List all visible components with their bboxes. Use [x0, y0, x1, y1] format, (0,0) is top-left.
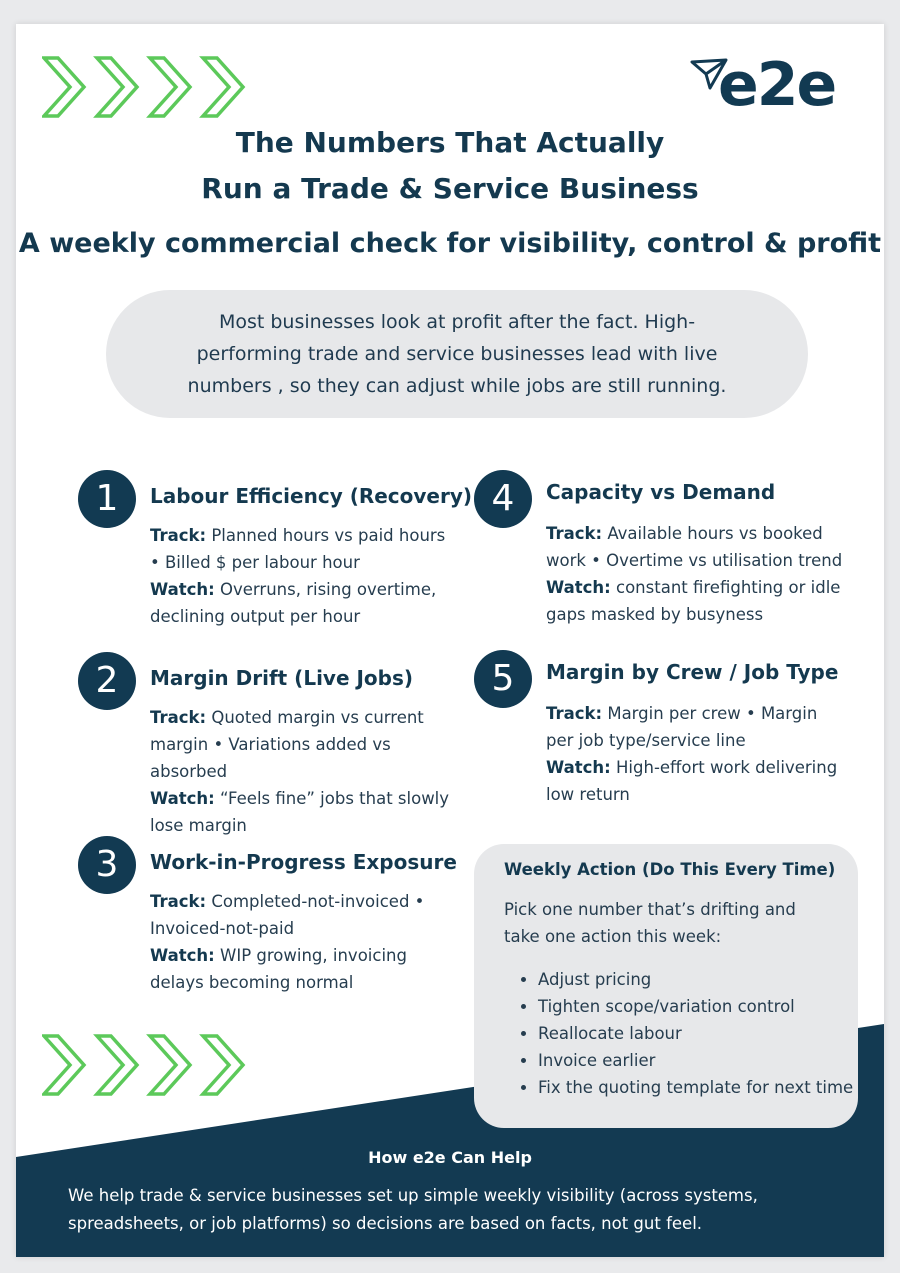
- metric-body: [546, 700, 846, 808]
- chevrons-bottom-icon: [42, 1032, 252, 1098]
- intro-callout: [106, 290, 808, 418]
- title-line-1: The Numbers That Actually: [235, 126, 665, 159]
- metric-body: [150, 704, 455, 839]
- chevrons-top-icon: [42, 54, 252, 120]
- watch-text: “Feels fine” jobs that slowly lose margin: [150, 789, 450, 835]
- watch-text: High-effort work delivering low return: [546, 758, 838, 804]
- list-item: • Tighten scope/variation control: [538, 993, 862, 1020]
- metric-body: [546, 520, 846, 628]
- track-label: Track:: [546, 704, 603, 723]
- title-line-2: Run a Trade & Service Business: [201, 172, 699, 205]
- track-label: Track:: [546, 524, 603, 543]
- intro-text: Most businesses look at profit after the fact. High-performing trade and service businesses lead with live numbers , so they can adjust while jobs are still running.: [187, 311, 727, 397]
- track-text: Planned hours vs paid hours • Billed $ per labour hour: [150, 526, 446, 572]
- track-label: Track:: [150, 526, 207, 545]
- page-title: [16, 120, 884, 212]
- track-label: Track:: [150, 708, 207, 727]
- list-item: • Adjust pricing: [538, 966, 862, 993]
- weekly-action-title: Weekly Action (Do This Every Time): [504, 860, 836, 879]
- list-item: • Fix the quoting template for next time: [538, 1074, 862, 1101]
- track-text: Completed-not-invoiced • Invoiced-not-paid: [150, 892, 425, 938]
- watch-label: Watch:: [150, 946, 215, 965]
- e2e-logo: [688, 50, 858, 126]
- watch-label: Watch:: [546, 578, 611, 597]
- metric-number-badge: 4: [474, 470, 532, 528]
- metric-number-badge: 5: [474, 650, 532, 708]
- watch-text: Overruns, rising overtime, declining output per hour: [150, 580, 437, 626]
- list-item: • Invoice earlier: [538, 1047, 862, 1074]
- metric-title: Labour Efficiency (Recovery): [150, 484, 473, 508]
- footer-text: We help trade & service businesses set up simple weekly visibility (across systems, spreadsheets, or job platforms) so decisions are based on facts, not gut feel.: [68, 1186, 758, 1233]
- track-text: Margin per crew • Margin per job type/service line: [546, 704, 818, 750]
- weekly-action-text: Pick one number that’s drifting and take one action this week:: [504, 900, 796, 946]
- flyer-page: [16, 24, 884, 1257]
- metric-title: Capacity vs Demand: [546, 480, 776, 504]
- metric-body: [150, 888, 455, 996]
- watch-text: constant firefighting or idle gaps masked by busyness: [546, 578, 841, 624]
- watch-label: Watch:: [150, 789, 215, 808]
- watch-text: WIP growing, invoicing delays becoming normal: [150, 946, 407, 992]
- watch-label: Watch:: [546, 758, 611, 777]
- metric-number-badge: 2: [78, 652, 136, 710]
- track-text: Available hours vs booked work • Overtime vs utilisation trend: [546, 524, 843, 570]
- logo-wordmark: e2e: [718, 50, 836, 120]
- weekly-action-card: [474, 844, 858, 1128]
- page-subtitle: A weekly commercial check for visibility, control & profit: [18, 228, 882, 259]
- track-text: Quoted margin vs current margin • Variations added vs absorbed: [150, 708, 424, 781]
- metric-number-badge: 1: [78, 470, 136, 528]
- metric-number-badge: 3: [78, 836, 136, 894]
- metric-body: [150, 522, 455, 630]
- watch-label: Watch:: [150, 580, 215, 599]
- list-item: • Reallocate labour: [538, 1020, 862, 1047]
- metric-title: Margin Drift (Live Jobs): [150, 666, 414, 690]
- footer-title: How e2e Can Help: [368, 1148, 532, 1167]
- weekly-action-list: [504, 966, 862, 1101]
- track-label: Track:: [150, 892, 207, 911]
- metric-title: Work-in-Progress Exposure: [150, 850, 457, 874]
- metric-title: Margin by Crew / Job Type: [546, 660, 839, 684]
